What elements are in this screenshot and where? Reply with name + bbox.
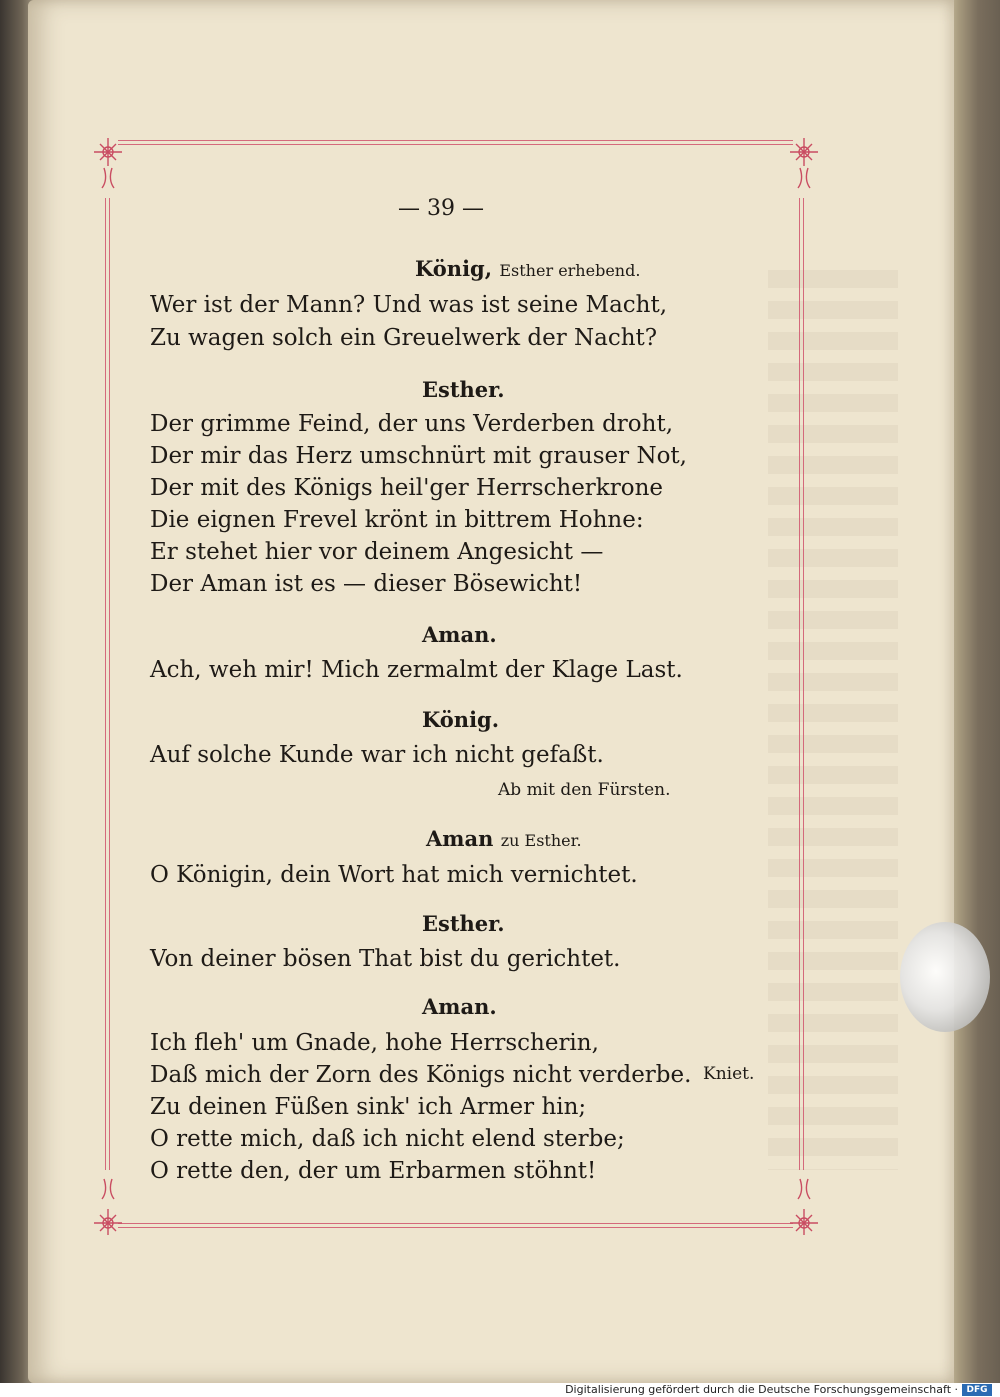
verse-line: Der grimme Feind, der uns Verderben droht, [150, 411, 674, 437]
verse-line: Der mit des Königs heil'ger Herrscherkrone [150, 475, 664, 501]
digitization-footer [0, 1383, 1000, 1397]
speaker-name: Aman. [422, 622, 497, 647]
page-number: — 39 — [398, 196, 484, 221]
frame-left-rule [105, 198, 110, 1170]
verse-line: O rette mich, daß ich nicht elend sterbe; [150, 1126, 625, 1152]
show-through-text [768, 270, 898, 1170]
speaker-name: Aman zu Esther. [426, 826, 582, 851]
footer-credit: Digitalisierung gefördert durch die Deutsche Forschungsgemeinschaft · [565, 1383, 958, 1396]
verse-line: Der Aman ist es — dieser Bösewicht! [150, 571, 583, 597]
corner-ornament-icon [784, 132, 824, 192]
speaker-name: Aman. [422, 994, 497, 1019]
speaker-name: König. [422, 707, 500, 732]
frame-top-rule [118, 140, 793, 145]
verse-line: Zu wagen solch ein Greuelwerk der Nacht? [150, 325, 658, 351]
frame-bottom-rule [118, 1223, 793, 1228]
corner-ornament-icon [784, 1175, 824, 1235]
stage-direction: Esther erhebend. [499, 261, 641, 280]
verse-line: Ach, weh mir! Mich zermalmt der Klage Last. [150, 657, 683, 683]
verse-line: Die eignen Frevel krönt in bittrem Hohne: [150, 507, 644, 533]
verse-line: Von deiner bösen That bist du gerichtet. [150, 946, 621, 972]
verse-line: Er stehet hier vor deinem Angesicht — [150, 539, 604, 565]
corner-ornament-icon [88, 1175, 128, 1235]
verse-line: Wer ist der Mann? Und was ist seine Macht, [150, 292, 668, 318]
verse-line: Daß mich der Zorn des Königs nicht verderbe. [150, 1062, 692, 1088]
verse-line: O rette den, der um Erbarmen stöhnt! [150, 1158, 597, 1184]
verse-line: Zu deinen Füßen sink' ich Armer hin; [150, 1094, 587, 1120]
dfg-logo: DFG [962, 1384, 992, 1396]
speaker-name: Esther. [422, 911, 505, 936]
corner-ornament-icon [88, 132, 128, 192]
verse-line: O Königin, dein Wort hat mich vernichtet. [150, 862, 638, 888]
verse-line: Ich fleh' um Gnade, hohe Herrscherin, [150, 1030, 599, 1056]
verse-line: Der mir das Herz umschnürt mit grauser Not, [150, 443, 687, 469]
frame-right-rule [799, 198, 804, 1170]
speaker-name: Esther. [422, 377, 505, 402]
stage-direction: Ab mit den Fürsten. [498, 780, 671, 800]
speaker-name: König, Esther erhebend. [415, 256, 641, 281]
verse-line: Auf solche Kunde war ich nicht gefaßt. [150, 742, 604, 768]
page-clip [900, 922, 990, 1032]
stage-direction: Kniet. [703, 1064, 755, 1084]
stage-direction: zu Esther. [500, 831, 582, 850]
